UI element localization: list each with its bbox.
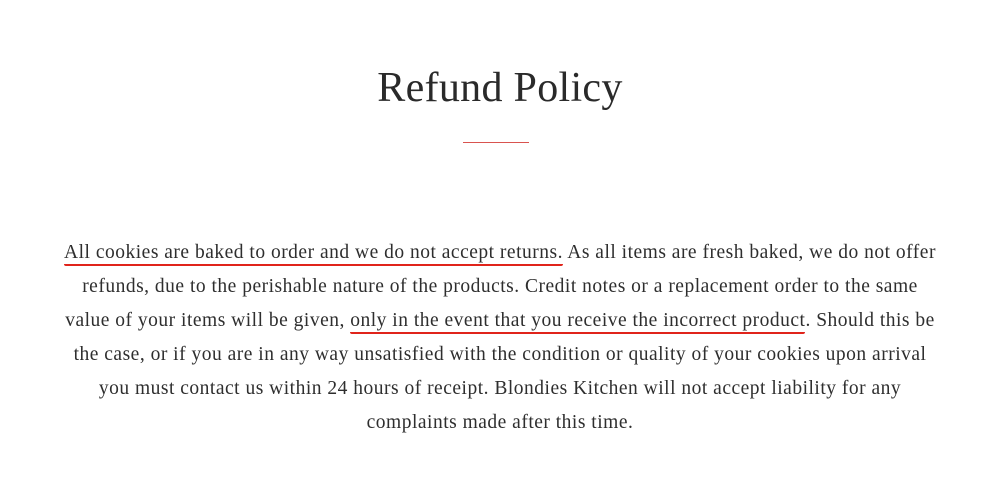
refund-policy-paragraph [60,236,940,440]
policy-text-part-2: . Should this be the case, or if you are in any way unsatisfied with the condition or quality of your cookies upon arrival you must contact us within 24 hours of receipt. Blondies Kitchen will not accept liability for any complaints made after this time. [73,310,935,433]
highlighted-no-returns-statement: All cookies are baked to order and we do not accept returns. [64,242,563,266]
title-divider [463,142,529,143]
highlighted-incorrect-product-statement: only in the event that you receive the incorrect product [350,310,805,334]
page-title: Refund Policy [377,65,623,111]
policy-text-part-1: As all items are fresh baked, we do not offer refunds, due to the perishable nature of the products. Credit notes or a replacement order to the same value of your items will be given, [65,242,936,331]
